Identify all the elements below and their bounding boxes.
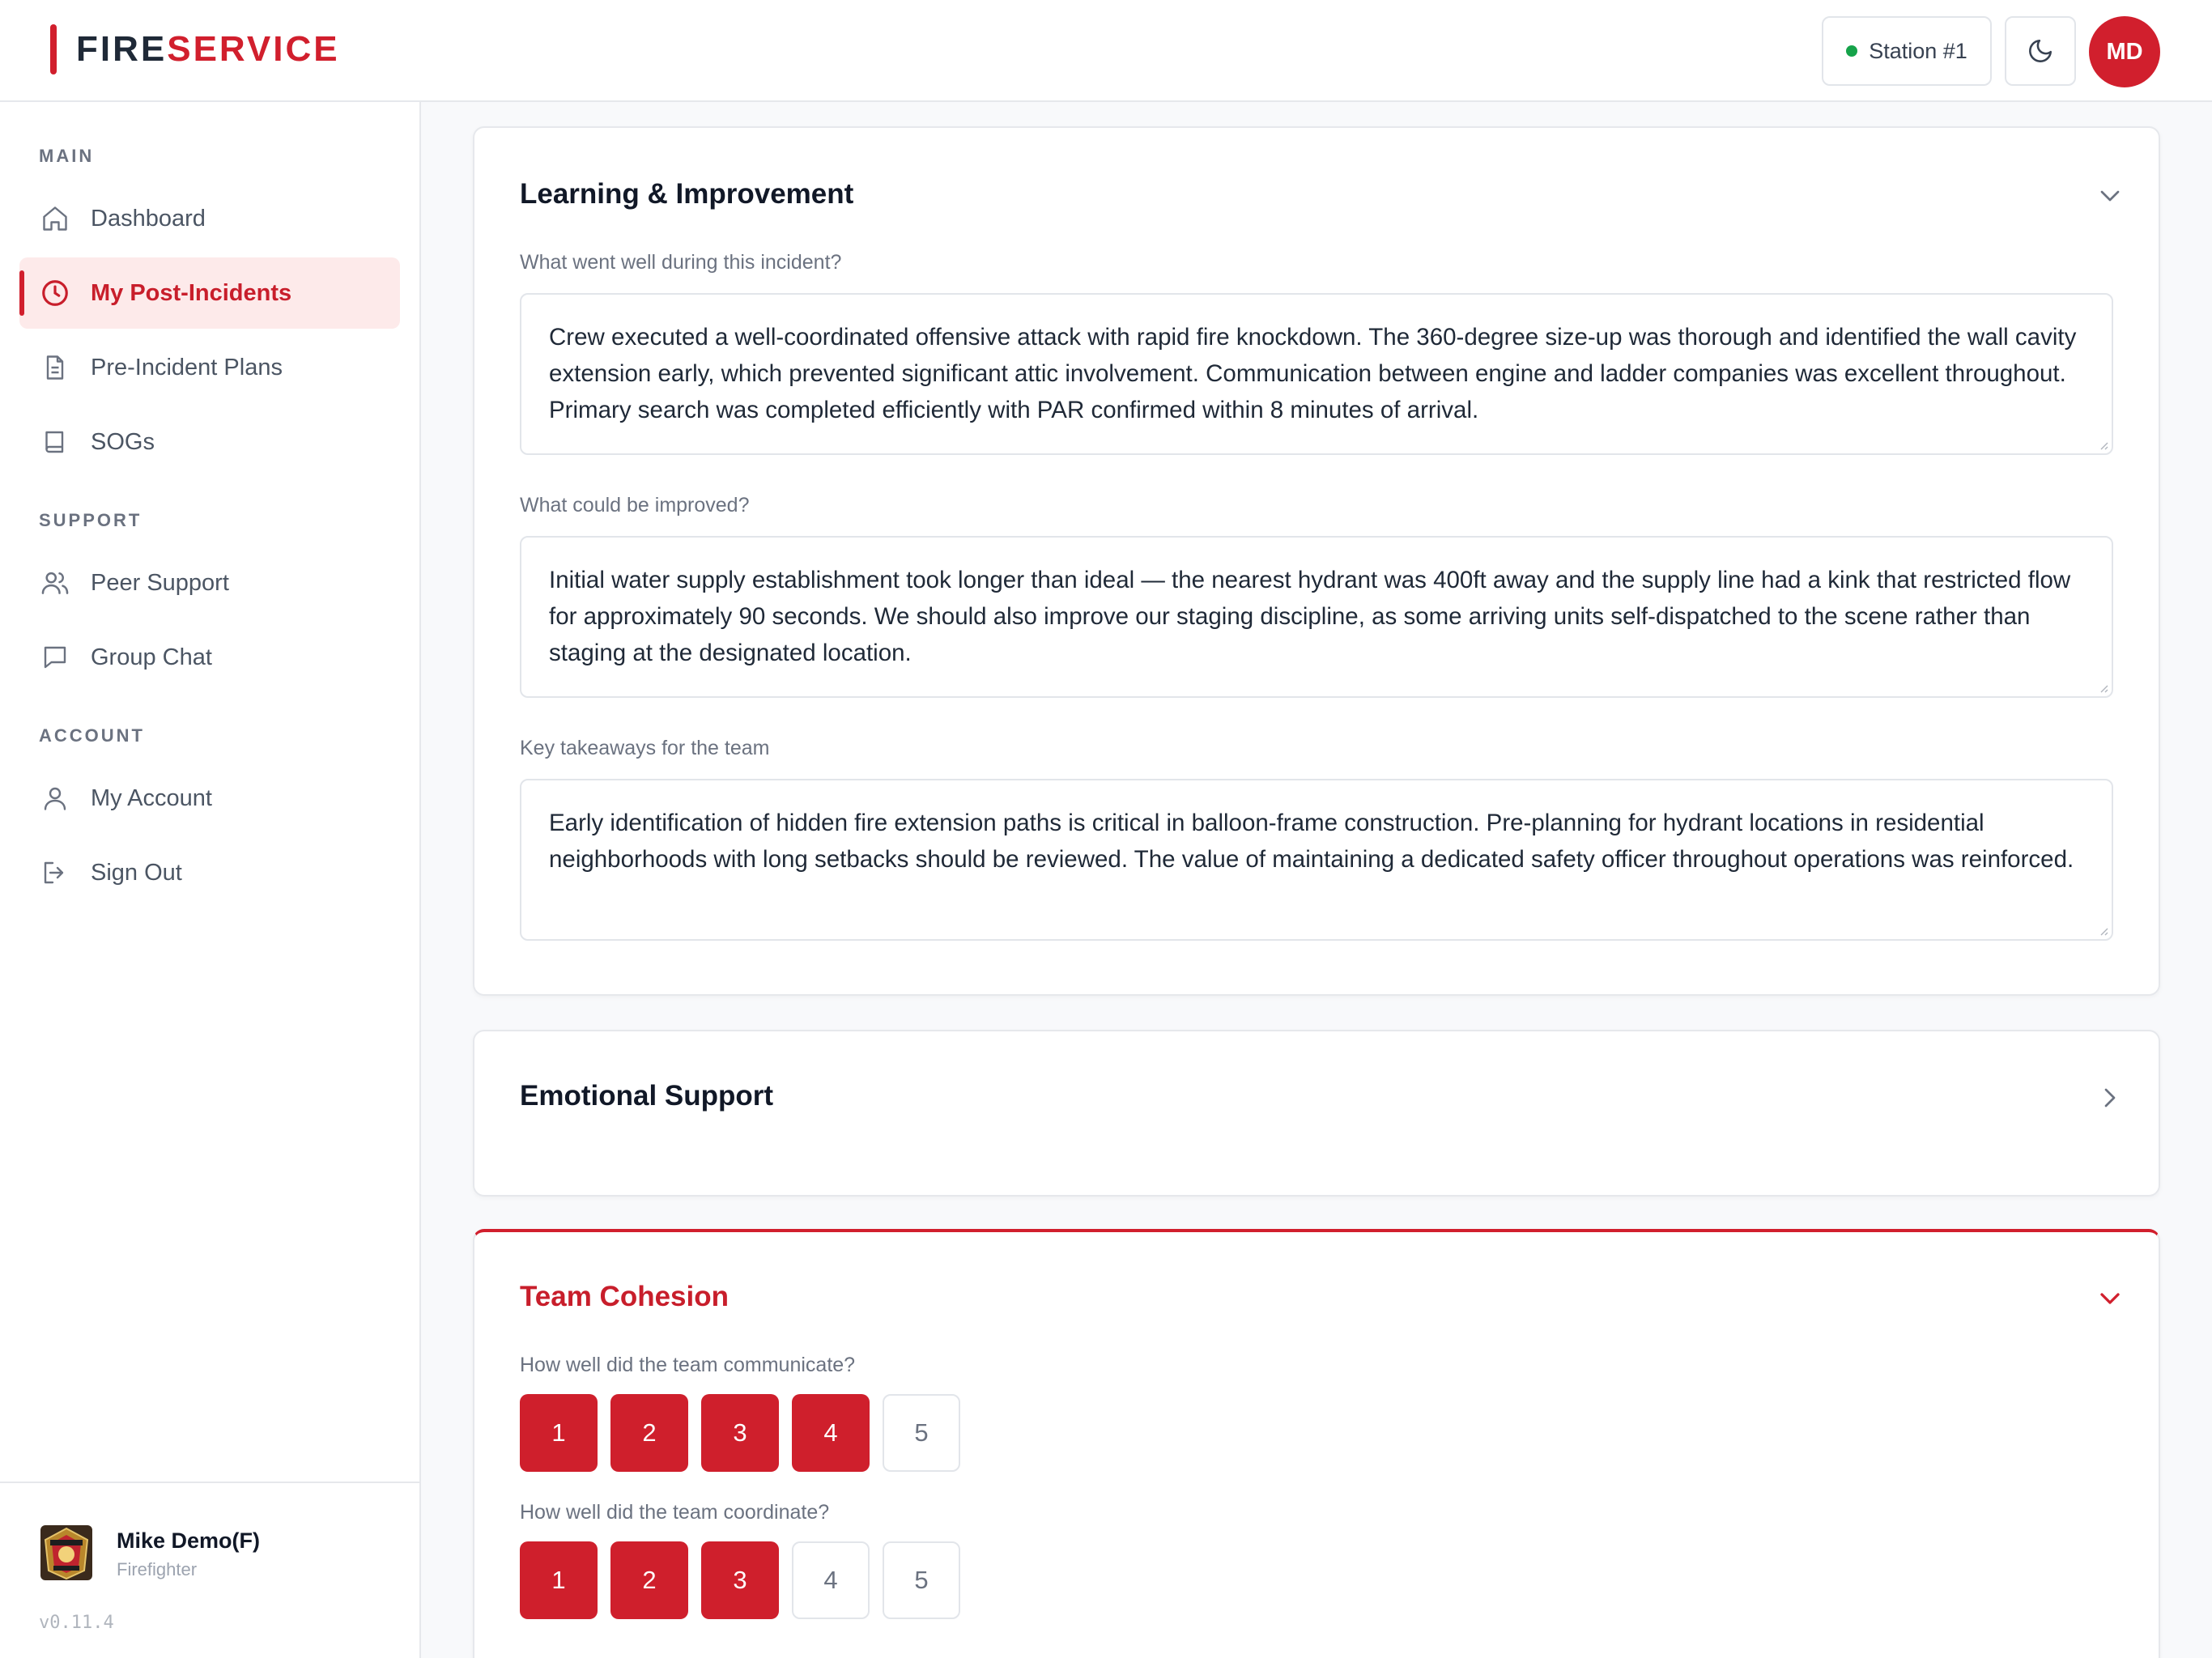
- brand-word-fire: FIRE: [76, 29, 168, 69]
- sidebar: [0, 102, 421, 1658]
- chevron-right-icon[interactable]: [2094, 1082, 2126, 1114]
- card-title-learning: Learning & Improvement: [520, 178, 854, 210]
- home-icon: [39, 202, 71, 235]
- fire-department-badge-icon: [39, 1524, 94, 1582]
- communicate-rating: [520, 1394, 960, 1472]
- sidebar-user-panel: [0, 1482, 419, 1658]
- went-well-textarea[interactable]: [520, 293, 2113, 455]
- sidebar-item-label: Sign Out: [91, 859, 182, 886]
- learning-improvement-card: [473, 126, 2160, 996]
- section-label-account: ACCOUNT: [39, 725, 145, 746]
- takeaways-textarea[interactable]: [520, 779, 2113, 941]
- sidebar-item-my-post-incidents[interactable]: [19, 257, 400, 329]
- coordinate-label: How well did the team coordinate?: [520, 1501, 830, 1524]
- status-dot-icon: [1846, 45, 1857, 57]
- rating-option-5[interactable]: 5: [883, 1541, 960, 1619]
- sign-out-icon: [39, 857, 71, 889]
- rating-option-4[interactable]: 4: [792, 1541, 870, 1619]
- sidebar-item-label: My Account: [91, 784, 212, 811]
- moon-icon: [2027, 37, 2054, 65]
- improve-label: What could be improved?: [520, 494, 750, 517]
- sidebar-item-label: Peer Support: [91, 569, 229, 596]
- top-header: [0, 0, 2212, 102]
- users-icon: [39, 567, 71, 599]
- rating-option-2[interactable]: 2: [610, 1394, 688, 1472]
- sidebar-item-pre-incident-plans[interactable]: [19, 332, 400, 403]
- went-well-label: What went well during this incident?: [520, 251, 842, 274]
- brand-word-service: SERVICE: [167, 29, 340, 69]
- sidebar-item-label: Group Chat: [91, 644, 212, 670]
- sidebar-item-peer-support[interactable]: [19, 547, 400, 619]
- brand-accent-bar: [50, 24, 57, 74]
- rating-option-4[interactable]: 4: [792, 1394, 870, 1472]
- theme-toggle-button[interactable]: [2005, 16, 2076, 86]
- takeaways-label: Key takeaways for the team: [520, 737, 770, 759]
- brand-logo[interactable]: [50, 24, 340, 74]
- sidebar-item-label: SOGs: [91, 428, 155, 455]
- resize-handle-icon[interactable]: [2097, 439, 2108, 450]
- sidebar-item-sign-out[interactable]: [19, 837, 400, 908]
- rating-option-5[interactable]: 5: [883, 1394, 960, 1472]
- rating-option-1[interactable]: 1: [520, 1394, 598, 1472]
- sidebar-item-dashboard[interactable]: [19, 183, 400, 254]
- brand-wordmark: [76, 29, 340, 70]
- sidebar-item-label: Pre-Incident Plans: [91, 354, 283, 380]
- went-well-text: Crew executed a well-coordinated offensive attack with rapid fire knockdown. The 360-degree size-up was thorough and identified the wall cavity extension early, which prevented significant attic involvement. Communication between engine and ladder companies was excellent throughout. Primary search was completed efficiently with PAR confirmed within 8 minutes of arrival.: [549, 324, 2077, 423]
- sidebar-item-label: My Post-Incidents: [91, 279, 292, 306]
- station-label: Station #1: [1869, 38, 1967, 63]
- emotional-support-card[interactable]: [473, 1030, 2160, 1197]
- rating-option-3[interactable]: 3: [701, 1541, 779, 1619]
- book-icon: [39, 426, 71, 458]
- app-version: v0.11.4: [39, 1613, 114, 1633]
- improve-text: Initial water supply establishment took longer than ideal — the nearest hydrant was 400ft away and the supply line had a kink that restricted flow for approximately 90 seconds. We should also improve our staging discipline, as some arriving units self-dispatched to the scene rather than staging at the designated location.: [549, 567, 2071, 666]
- coordinate-rating: [520, 1541, 960, 1619]
- station-selector[interactable]: [1822, 16, 1992, 86]
- chevron-down-icon[interactable]: [2094, 180, 2126, 212]
- user-name: Mike Demo(F): [117, 1528, 261, 1553]
- chevron-down-icon[interactable]: [2094, 1282, 2126, 1315]
- chat-icon: [39, 641, 71, 674]
- user-icon: [39, 782, 71, 814]
- user-role: Firefighter: [117, 1559, 198, 1579]
- takeaways-text: Early identification of hidden fire extension paths is critical in balloon-frame construction. Pre-planning for hydrant locations in residential neighborhoods with long setbacks should be reviewed. The value of maintaining a dedicated safety officer throughout operations was reinforced.: [549, 810, 2074, 873]
- team-cohesion-card: [473, 1229, 2160, 1658]
- card-title-team-cohesion: Team Cohesion: [520, 1281, 730, 1312]
- card-title-emotional: Emotional Support: [520, 1080, 774, 1112]
- avatar[interactable]: MD: [2089, 16, 2160, 87]
- resize-handle-icon[interactable]: [2097, 925, 2108, 936]
- section-label-support: SUPPORT: [39, 510, 143, 530]
- rating-option-1[interactable]: 1: [520, 1541, 598, 1619]
- document-icon: [39, 351, 71, 384]
- rating-option-3[interactable]: 3: [701, 1394, 779, 1472]
- sidebar-item-sogs[interactable]: [19, 406, 400, 478]
- clock-icon: [39, 277, 71, 309]
- sidebar-item-my-account[interactable]: [19, 763, 400, 834]
- rating-option-2[interactable]: 2: [610, 1541, 688, 1619]
- resize-handle-icon[interactable]: [2097, 682, 2108, 693]
- communicate-label: How well did the team communicate?: [520, 1354, 856, 1376]
- improve-textarea[interactable]: [520, 536, 2113, 698]
- sidebar-item-group-chat[interactable]: [19, 622, 400, 693]
- sidebar-item-label: Dashboard: [91, 205, 206, 232]
- section-label-main: MAIN: [39, 146, 95, 166]
